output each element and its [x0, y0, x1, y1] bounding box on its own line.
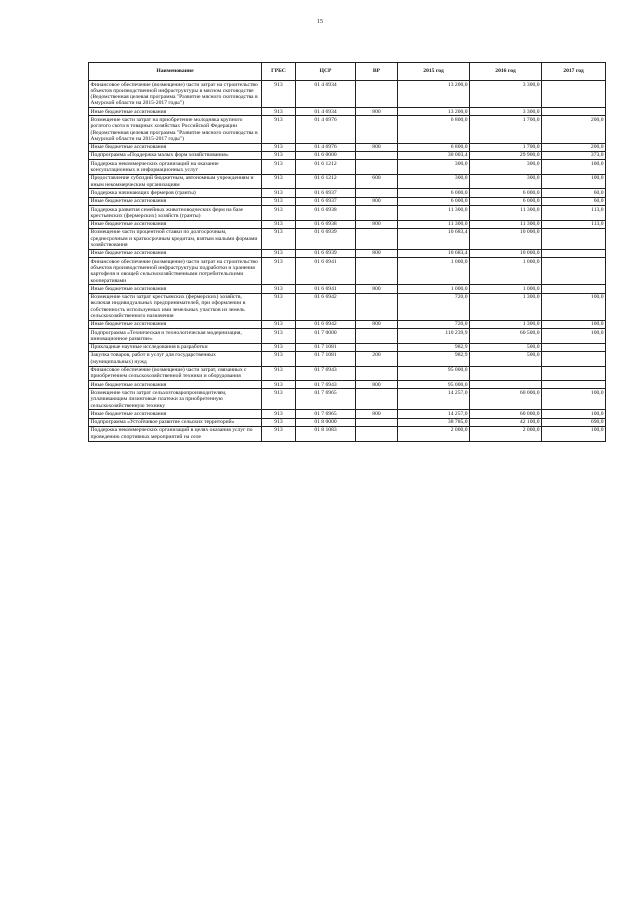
row-2015: 300,0 [398, 160, 470, 175]
row-2016: 29 900,0 [470, 151, 542, 159]
table-row [89, 220, 606, 228]
row-csr: 01 6 6939 [296, 228, 356, 249]
row-2016: 10 000,0 [470, 249, 542, 257]
row-2017 [542, 381, 606, 389]
row-2017: 100,0 [542, 320, 606, 328]
row-name: Подпрограмма «Поддержка малых форм хозяйствования» [89, 151, 262, 159]
row-csr: 01 6 6939 [296, 249, 356, 257]
table-row [89, 108, 606, 116]
row-grbs: 913 [262, 351, 296, 366]
row-grbs: 913 [262, 206, 296, 221]
table-row [89, 285, 606, 293]
row-vr [356, 343, 398, 351]
row-2016: 10 000,0 [470, 228, 542, 249]
row-vr [356, 418, 398, 426]
table-row [89, 258, 606, 285]
row-2017 [542, 285, 606, 293]
row-2016: 3 300,0 [470, 108, 542, 116]
row-2015: 1 000,0 [398, 285, 470, 293]
row-csr: 01 6 6942 [296, 293, 356, 320]
row-csr: 01 7 1081 [296, 351, 356, 366]
row-2015: 110 239,9 [398, 329, 470, 344]
row-2017: 100,0 [542, 410, 606, 418]
row-csr: 01 6 6937 [296, 197, 356, 205]
row-2016: 1 300,0 [470, 320, 542, 328]
row-grbs: 913 [262, 220, 296, 228]
row-vr: 200 [356, 351, 398, 366]
row-2015: 720,0 [398, 320, 470, 328]
row-grbs: 913 [262, 249, 296, 257]
row-2015: 1 000,0 [398, 258, 470, 285]
row-2017: 60,0 [542, 189, 606, 197]
row-vr: 800 [356, 381, 398, 389]
row-csr: 01 6 1212 [296, 174, 356, 189]
row-grbs: 913 [262, 320, 296, 328]
row-2017 [542, 249, 606, 257]
row-2017: 200,0 [542, 143, 606, 151]
row-2015: 95 000,0 [398, 366, 470, 381]
row-csr: 01 6 0000 [296, 151, 356, 159]
budget-table [88, 62, 606, 442]
row-csr: 01 7 6943 [296, 366, 356, 381]
row-vr: 800 [356, 410, 398, 418]
row-name: Финансовое обеспечение (возмещение) части затрат на строительство объектов производственной инфраструктуры в мясном скотоводстве (Ведомственная целевая программа "Развитие мясного скотоводства в Амурской области на 2015-2017 годы") [89, 81, 262, 108]
header-2017: 2017 год [542, 63, 606, 81]
row-grbs: 913 [262, 285, 296, 293]
row-grbs: 913 [262, 228, 296, 249]
row-name: Возмещение части затрат на приобретение молодняка крупного рогатого скота в товарных хозяйствах Российской Федерации (Ведомственная целевая программа "Развитие мясного скотоводства в Амурской области на 2015-2017 годы") [89, 116, 262, 143]
table-row [89, 249, 606, 257]
row-csr: 01 6 6942 [296, 320, 356, 328]
row-2016: 1 000,0 [470, 258, 542, 285]
row-name: Поддержка некоммерческих организаций на оказание консультационных и информационных услуг [89, 160, 262, 175]
row-vr [356, 366, 398, 381]
row-name: Иные бюджетные ассигнования [89, 249, 262, 257]
table-row [89, 329, 606, 344]
row-csr: 01 7 1081 [296, 343, 356, 351]
table-row [89, 116, 606, 143]
row-2017: 100,0 [542, 329, 606, 344]
page-number: 15 [317, 19, 323, 25]
table-row [89, 160, 606, 175]
table-row [89, 197, 606, 205]
row-grbs: 913 [262, 343, 296, 351]
row-grbs: 913 [262, 381, 296, 389]
row-2016: 1 000,0 [470, 285, 542, 293]
row-2015: 6 000,0 [398, 197, 470, 205]
table-row [89, 426, 606, 441]
table-row [89, 81, 606, 108]
row-vr: 600 [356, 174, 398, 189]
table-row [89, 320, 606, 328]
row-2017: 100,0 [542, 293, 606, 320]
row-2016: 500,0 [470, 343, 542, 351]
row-grbs: 913 [262, 366, 296, 381]
row-vr [356, 206, 398, 221]
row-grbs: 913 [262, 189, 296, 197]
row-2015: 30 003,4 [398, 151, 470, 159]
row-2017 [542, 366, 606, 381]
row-name: Финансовое обеспечение (возмещение) части затрат на строительство объектов производственной инфраструктуры подработки и хранения картофеля и овощей сельскохозяйственными потребительскими кооперативами [89, 258, 262, 285]
table-row [89, 143, 606, 151]
row-name: Закупка товаров, работ и услуг для государственных (муниципальных) нужд [89, 351, 262, 366]
row-vr [356, 426, 398, 441]
row-vr: 800 [356, 143, 398, 151]
row-name: Поддержка развития семейных животноводческих ферм на базе крестьянских (фермерских) хозяйств (гранты) [89, 206, 262, 221]
row-csr: 01 4 6934 [296, 108, 356, 116]
row-grbs: 913 [262, 108, 296, 116]
row-2016: 60 000,0 [470, 389, 542, 410]
row-2016: 42 100,0 [470, 418, 542, 426]
row-csr: 01 4 6976 [296, 143, 356, 151]
row-vr: 800 [356, 285, 398, 293]
row-2015: 6 800,0 [398, 143, 470, 151]
row-csr: 01 7 6965 [296, 389, 356, 410]
row-2017: 113,0 [542, 206, 606, 221]
row-2015: 6 800,0 [398, 116, 470, 143]
table-row [89, 174, 606, 189]
row-grbs: 913 [262, 174, 296, 189]
row-2015: 14 257,0 [398, 410, 470, 418]
row-2015: 14 257,0 [398, 389, 470, 410]
row-grbs: 913 [262, 293, 296, 320]
row-name: Прикладные научные исследования в разработки [89, 343, 262, 351]
row-grbs: 913 [262, 329, 296, 344]
row-2017 [542, 108, 606, 116]
row-csr: 01 6 6938 [296, 220, 356, 228]
row-csr: 01 4 6976 [296, 116, 356, 143]
row-csr: 01 7 6943 [296, 381, 356, 389]
row-2017: 100,0 [542, 426, 606, 441]
row-2016: 60 500,0 [470, 329, 542, 344]
row-vr: 800 [356, 320, 398, 328]
row-2015: 982,9 [398, 343, 470, 351]
row-vr [356, 81, 398, 108]
row-grbs: 913 [262, 151, 296, 159]
row-2015: 95 000,0 [398, 381, 470, 389]
row-2017: 100,0 [542, 389, 606, 410]
row-2017: 100,0 [542, 160, 606, 175]
row-grbs: 913 [262, 410, 296, 418]
row-name: Иные бюджетные ассигнования [89, 285, 262, 293]
header-csr: ЦСР [296, 63, 356, 81]
table-row [89, 389, 606, 410]
table-row [89, 381, 606, 389]
row-vr [356, 258, 398, 285]
row-2015: 720,0 [398, 293, 470, 320]
row-2017 [542, 81, 606, 108]
row-vr: 800 [356, 108, 398, 116]
row-grbs: 913 [262, 81, 296, 108]
header-vr: ВР [356, 63, 398, 81]
table-row [89, 366, 606, 381]
table-header-row [89, 63, 606, 81]
row-vr [356, 160, 398, 175]
row-name: Иные бюджетные ассигнования [89, 143, 262, 151]
row-grbs: 913 [262, 258, 296, 285]
row-vr: 800 [356, 220, 398, 228]
row-2017: 60,0 [542, 197, 606, 205]
header-name: Наименование [89, 63, 262, 81]
table-row [89, 343, 606, 351]
row-2016: 11 300,0 [470, 206, 542, 221]
row-csr: 01 7 0000 [296, 329, 356, 344]
row-2016: 6 000,0 [470, 189, 542, 197]
row-name: Поддержка некоммерческих организаций в целях оказания услуг по проведению спортивных мероприятий на селе [89, 426, 262, 441]
row-vr [356, 293, 398, 320]
row-csr: 01 7 6965 [296, 410, 356, 418]
row-2016: 1 700,0 [470, 143, 542, 151]
row-grbs: 913 [262, 426, 296, 441]
row-2015: 2 000,0 [398, 426, 470, 441]
row-2017: 100,0 [542, 174, 606, 189]
row-csr: 01 8 1083 [296, 426, 356, 441]
row-vr [356, 389, 398, 410]
row-2016: 1 300,0 [470, 293, 542, 320]
row-2017 [542, 351, 606, 366]
row-vr: 800 [356, 249, 398, 257]
row-name: Подпрограмма «Устойчивое развитие сельских территорий» [89, 418, 262, 426]
table-row [89, 206, 606, 221]
row-2016: 1 700,0 [470, 116, 542, 143]
row-grbs: 913 [262, 116, 296, 143]
row-name: Иные бюджетные ассигнования [89, 220, 262, 228]
row-2016: 2 000,0 [470, 426, 542, 441]
table-row [89, 151, 606, 159]
row-2015: 300,0 [398, 174, 470, 189]
row-vr [356, 116, 398, 143]
row-csr: 01 6 6941 [296, 258, 356, 285]
row-2016: 3 300,0 [470, 81, 542, 108]
row-2015: 982,9 [398, 351, 470, 366]
row-name: Предоставление субсидий бюджетным, автономным учреждениям и иным некоммерческим организациям [89, 174, 262, 189]
row-vr [356, 189, 398, 197]
row-2015: 13 200,0 [398, 81, 470, 108]
row-2016: 300,0 [470, 174, 542, 189]
row-name: Иные бюджетные ассигнования [89, 381, 262, 389]
row-grbs: 913 [262, 197, 296, 205]
row-2015: 38 785,0 [398, 418, 470, 426]
row-name: Иные бюджетные ассигнования [89, 320, 262, 328]
row-2016: 11 300,0 [470, 220, 542, 228]
row-2016: 60 000,0 [470, 410, 542, 418]
row-grbs: 913 [262, 389, 296, 410]
table-row [89, 189, 606, 197]
row-2017 [542, 258, 606, 285]
table-row [89, 418, 606, 426]
row-2016 [470, 381, 542, 389]
row-2016: 6 000,0 [470, 197, 542, 205]
table-row [89, 228, 606, 249]
row-vr [356, 151, 398, 159]
row-grbs: 913 [262, 160, 296, 175]
row-csr: 01 8 0000 [296, 418, 356, 426]
row-2016: 300,0 [470, 160, 542, 175]
row-2015: 11 300,0 [398, 206, 470, 221]
row-name: Иные бюджетные ассигнования [89, 410, 262, 418]
row-name: Подпрограмма «Техническая и технологическая модернизация, инновационное развитие» [89, 329, 262, 344]
row-2017: 373,0 [542, 151, 606, 159]
row-vr [356, 329, 398, 344]
row-name: Иные бюджетные ассигнования [89, 108, 262, 116]
row-2016 [470, 366, 542, 381]
row-csr: 01 6 6937 [296, 189, 356, 197]
header-2016: 2016 год [470, 63, 542, 81]
row-name: Поддержка начинающих фермеров (гранты) [89, 189, 262, 197]
row-2015: 11 300,0 [398, 220, 470, 228]
row-2017 [542, 228, 606, 249]
row-2015: 10 683,4 [398, 249, 470, 257]
row-2017 [542, 343, 606, 351]
row-grbs: 913 [262, 418, 296, 426]
row-2016: 500,0 [470, 351, 542, 366]
row-2017: 200,0 [542, 116, 606, 143]
row-grbs: 913 [262, 143, 296, 151]
table-row [89, 351, 606, 366]
header-grbs: ГРБС [262, 63, 296, 81]
row-name: Возмещение части затрат крестьянских (фермерских) хозяйств, включая индивидуальных предпринимателей, при оформлении в собственность используемых ими земельных участков из земель сельскохозяйственного назначения [89, 293, 262, 320]
row-name: Возмещение части процентной ставки по долгосрочным, среднесрочным и краткосрочным кредитам, взятым малыми формами хозяйствования [89, 228, 262, 249]
row-2017: 690,0 [542, 418, 606, 426]
row-2017: 113,0 [542, 220, 606, 228]
row-vr: 800 [356, 197, 398, 205]
row-2015: 6 000,0 [398, 189, 470, 197]
row-csr: 01 6 6938 [296, 206, 356, 221]
row-2015: 13 200,0 [398, 108, 470, 116]
row-2015: 10 683,4 [398, 228, 470, 249]
header-2015: 2015 год [398, 63, 470, 81]
row-csr: 01 4 6934 [296, 81, 356, 108]
table-row [89, 410, 606, 418]
table-row [89, 293, 606, 320]
row-vr [356, 228, 398, 249]
row-name: Финансовое обеспечение (возмещение) части затрат, связанных с приобретением сельскохозяйственной техники и оборудования [89, 366, 262, 381]
row-csr: 01 6 1212 [296, 160, 356, 175]
row-csr: 01 6 6941 [296, 285, 356, 293]
row-name: Иные бюджетные ассигнования [89, 197, 262, 205]
row-name: Возмещение части затрат сельхозтоваропроизводителям, уплачивающим лизинговые платежи за приобретенную сельскохозяйственную технику [89, 389, 262, 410]
